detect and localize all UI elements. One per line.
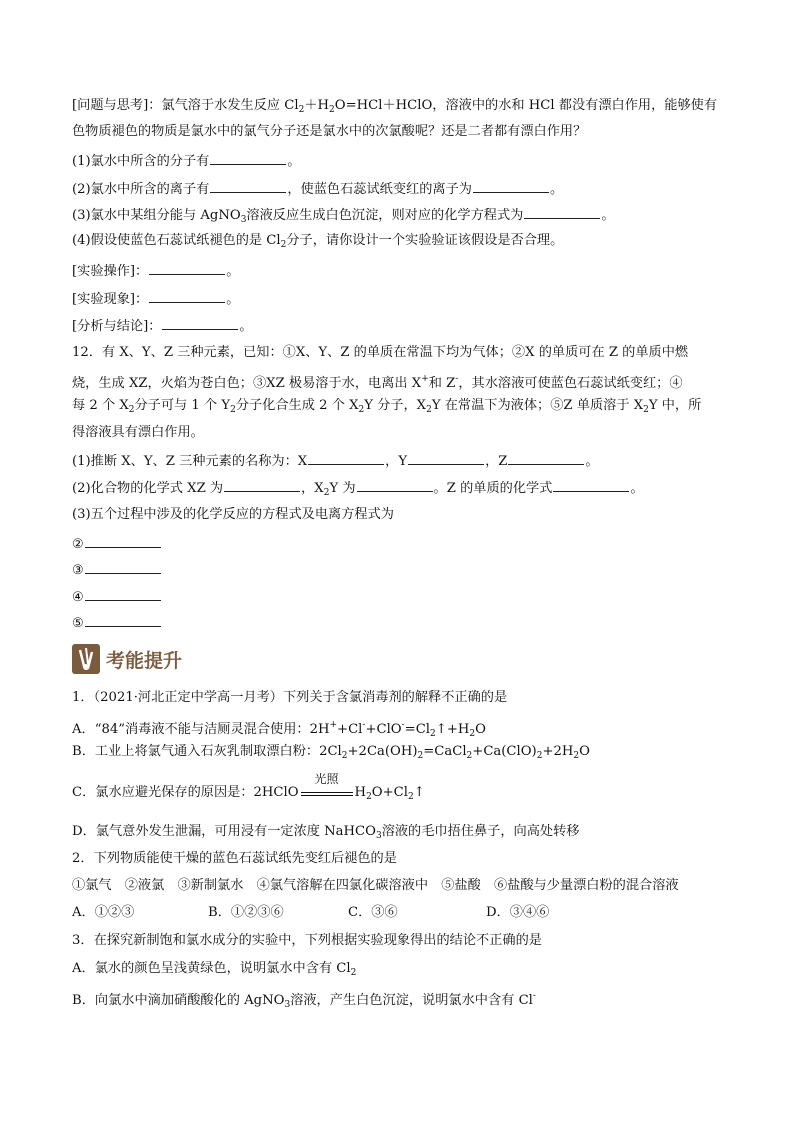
problem-12-line-1: 12．有 X、Y、Z 三种元素，已知：①X、Y、Z 的单质在常温下均为气体；②X 的单质可在 Z 的单质中燃 (72, 345, 689, 360)
answer-blank[interactable] (224, 479, 300, 492)
exam-1-option-c: C．氯水应避光保存的原因是：2HClO 光照 $H_2O+Cl_2↑$ (72, 772, 425, 802)
answer-blank[interactable] (85, 614, 161, 627)
intro-line-1: [问题与思考]：氯气溶于水发生反应 $Cl_2+H_2O=HCl+HClO$，溶液中的水和 HCl 都没有漂白作用，能够使有 (72, 98, 718, 115)
answer-blank[interactable] (357, 479, 433, 492)
option-b[interactable]: B．①②③⑥ (208, 905, 284, 920)
section-header (72, 642, 182, 676)
answer-blank[interactable] (149, 290, 225, 303)
answer-blank[interactable] (308, 452, 384, 465)
answer-blank[interactable] (85, 535, 161, 548)
problem-12-line-3: 每 2 个 $X_2$分子可与 1 个 $Y_2$分子化合生成 2 个 $X_2Y$ 分子，$X_2Y$ 在常温下为液体；⑤Z 单质溶于 $X_2Y$ 中，所 (72, 398, 702, 415)
exam-3-option-a: A．氯水的颜色呈浅黄绿色，说明氯水中含有 $Cl_2$ (72, 961, 357, 978)
problem-12-line-4: 得溶液具有漂白作用。 (72, 425, 204, 440)
problem-12-sub-2: (2)化合物的化学式 XZ 为 ，$X_2Y$ 为 。Z 的单质的化学式 。 (72, 481, 644, 498)
answer-blank[interactable] (149, 262, 225, 275)
question-2: (2)氯水中所含的离子有 ，使蓝色石蕊试纸变红的离子为 。 (72, 182, 564, 197)
exam-3-option-b: B．向氯水中滴加硝酸酸化的 AgNO$_3$溶液，产生白色沉淀，说明氯水中含有 Cl- (72, 991, 536, 1010)
section-title: 考能提升 (106, 649, 183, 672)
exam-1-stem: 1．（2021·河北正定中学高一月考）下列关于含氯消毒剂的解释不正确的是 (72, 690, 508, 705)
answer-blank[interactable] (508, 452, 584, 465)
exam-1-option-d: D．氯气意外发生泄漏，可用浸有一定浓度 NaHCO$_3$溶液的毛巾捂住鼻子，向高处转移 (72, 824, 580, 841)
option-c[interactable]: C．③⑥ (348, 905, 398, 920)
question-1: (1)氯水中所含的分子有 。 (72, 154, 301, 169)
answer-blank[interactable] (210, 180, 286, 193)
exam-1-option-b: B．工业上将氯气通入石灰乳制取漂白粉：$2Cl_2+2Ca(OH)_2=CaCl_2+Ca(ClO)_2+2H_2O$ (72, 744, 590, 761)
question-3: (3)氯水中某组分能与 AgNO$_3$溶液反应生成白色沉淀，则对应的化学方程式为 。 (72, 208, 615, 225)
option-d[interactable]: D．③④⑥ (486, 905, 550, 920)
option-a[interactable]: A．①②③ (72, 905, 135, 920)
question-4: (4)假设使蓝色石蕊试纸褪色的是 $Cl_2$分子，请你设计一个实验验证该假设是否合理。 (72, 233, 564, 250)
exam-1-option-a: A．“84”消毒液不能与洁厕灵混合使用：$2H^++Cl^-+ClO^-=Cl_2↑+H_2O$ (72, 720, 486, 739)
equation-line-2: ② (72, 535, 162, 553)
experiment-phenomenon: [实验现象]： 。 (72, 292, 240, 307)
experiment-operation: [实验操作]： 。 (72, 264, 240, 279)
equation-line-4: ④ (72, 588, 162, 606)
answer-blank[interactable] (162, 317, 238, 330)
problem-12-sub-3: (3)五个过程中涉及的化学反应的方程式及电离方程式为 (72, 507, 394, 522)
exam-2-stem: 2．下列物质能使干燥的蓝色石蕊试纸先变红后褪色的是 (72, 851, 397, 866)
exam-3-stem: 3．在探究新制饱和氯水成分的实验中，下列根据实验现象得出的结论不正确的是 (72, 933, 542, 948)
equation-line-5: ⑤ (72, 614, 162, 632)
equation-line-3: ③ (72, 561, 162, 579)
answer-blank[interactable] (85, 561, 161, 574)
exam-2-items: ①氯气 ②液氯 ③新制氯水 ④氯气溶解在四氯化碳溶液中 ⑤盐酸 ⑥盐酸与少量漂白粉的混合溶液 (72, 878, 679, 893)
answer-blank[interactable] (524, 206, 600, 219)
experiment-analysis: [分析与结论]： 。 (72, 319, 253, 334)
problem-12-line-2: 烧，生成 XZ，火焰为苍白色；③XZ 极易溶于水，电离出 X+和 Z-，其水溶液可使蓝色石蕊试纸变红；④ (72, 374, 683, 391)
reaction-condition: 光照 (301, 785, 353, 796)
test-tube-icon (72, 644, 100, 674)
problem-12-sub-1: (1)推断 X、Y、Z 三种元素的名称为：X ，Y ，Z 。 (72, 454, 599, 469)
answer-blank[interactable] (553, 479, 629, 492)
intro-line-2: 色物质褪色的物质是氯水中的氯气分子还是氯水中的次氯酸呢？还是二者都有漂白作用？ (72, 124, 587, 139)
answer-blank[interactable] (408, 452, 484, 465)
answer-blank[interactable] (85, 588, 161, 601)
exam-2-options (72, 905, 586, 921)
answer-blank[interactable] (473, 180, 549, 193)
answer-blank[interactable] (210, 152, 286, 165)
